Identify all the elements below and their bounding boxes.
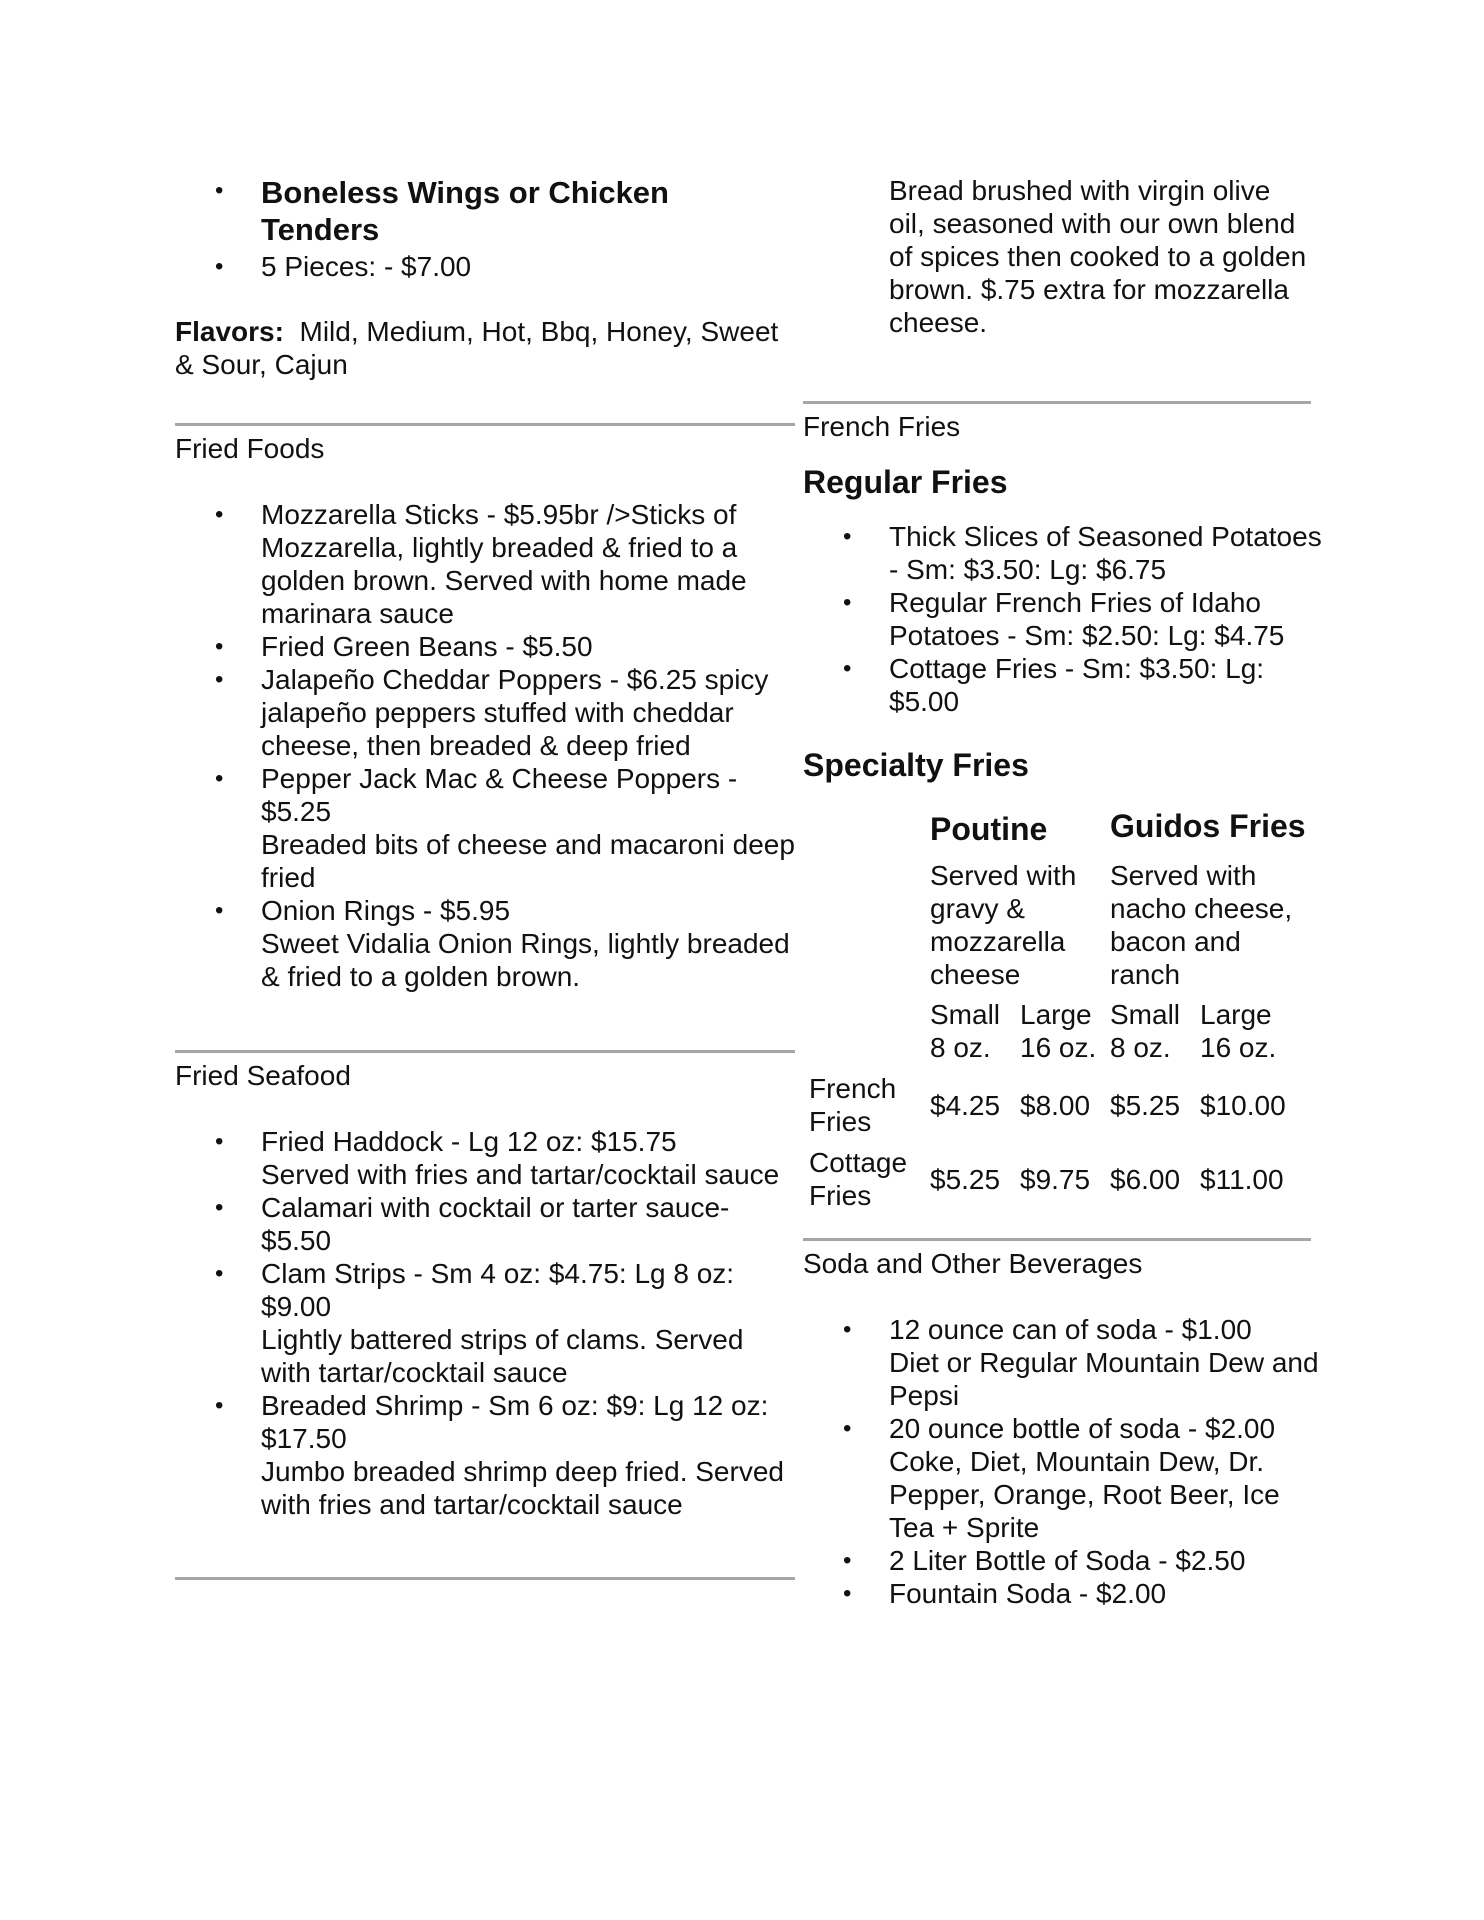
divider-5: [803, 1238, 1311, 1241]
table-size-row: [805, 991, 1310, 1064]
item-desc: Diet or Regular Mountain Dew and Pepsi: [889, 1347, 1319, 1411]
fried-seafood-title: Fried Seafood: [175, 1060, 351, 1091]
poutine-desc: Served with gravy & mozzarella cheese: [930, 860, 1077, 990]
item-desc: Sweet Vidalia Onion Rings, lightly breaded & fried to a golden brown.: [261, 928, 790, 992]
price-cell: $6.00: [1110, 1163, 1181, 1195]
wings-title: Boneless Wings or Chicken Tenders: [261, 175, 669, 247]
list-item: [889, 1313, 1323, 1412]
item-name: • 12 ounce can of soda - $1.00: [889, 1314, 1252, 1345]
item-name: Thick Slices of Seasoned Potatoes - Sm: $3.50: Lg: $6.75: [889, 521, 1322, 585]
right-column: [803, 174, 1323, 1610]
beverages-list: [803, 1313, 1323, 1610]
row-label: Cottage Fries: [809, 1147, 908, 1211]
flavors-line: [175, 315, 795, 381]
item-name: • Clam Strips - Sm 4 oz: $4.75: Lg 8 oz: $9.00: [261, 1258, 735, 1322]
list-item: [261, 1125, 795, 1191]
price-cell: $5.25: [1110, 1089, 1181, 1121]
guidos-title: Guidos Fries: [1110, 808, 1306, 844]
table-header-row: [805, 807, 1310, 851]
list-item: [261, 1191, 795, 1257]
list-item: [261, 630, 795, 663]
item-name: • Mozzarella Sticks - $5.95br />Sticks of Mozzarella, lightly breaded & fried to a golden brown. Served with home made marinara sauce: [261, 499, 747, 629]
item-desc: Coke, Diet, Mountain Dew, Dr. Pepper, Orange, Root Beer, Ice Tea + Sprite: [889, 1446, 1280, 1543]
blank-cell: [805, 851, 930, 991]
guidos-desc: Served with nacho cheese, bacon and ranch: [1110, 860, 1293, 990]
item-desc: Jumbo breaded shrimp deep fried. Served with fries and tartar/cocktail sauce: [261, 1456, 784, 1520]
price-cell: $11.00: [1200, 1163, 1284, 1195]
item-name: • Fountain Soda - $2.00: [889, 1578, 1167, 1609]
item-name: • Breaded Shrimp - Sm 6 oz: $9: Lg 12 oz: $17.50: [261, 1390, 769, 1454]
item-name: • Onion Rings - $5.95: [261, 895, 511, 926]
size-cell: Large 16 oz.: [1020, 999, 1097, 1063]
list-item: [889, 1577, 1323, 1610]
item-name: Cottage Fries - Sm: $3.50: Lg: $5.00: [889, 653, 1265, 717]
divider-3: [175, 1577, 795, 1580]
size-cell: Large 16 oz.: [1200, 999, 1277, 1063]
regular-fries-heading: Regular Fries: [803, 464, 1008, 500]
table-row: [805, 1064, 1310, 1138]
regular-fries-list: [803, 520, 1323, 718]
price-cell: $5.25: [930, 1163, 1001, 1195]
fried-foods-list: [175, 498, 795, 993]
row-label: French Fries: [809, 1073, 897, 1137]
list-item: [889, 520, 1323, 586]
list-item: [261, 1389, 795, 1521]
specialty-fries-table: [805, 807, 1310, 1212]
item-name: Regular French Fries of Idaho Potatoes - Sm: $2.50: Lg: $4.75: [889, 587, 1285, 651]
wings-price-item: [261, 250, 795, 283]
beverages-title: Soda and Other Beverages: [803, 1248, 1143, 1279]
flavors-label: Flavors:: [175, 316, 284, 347]
french-fries-title: French Fries: [803, 411, 961, 442]
fried-seafood-list: [175, 1125, 795, 1521]
size-cell: Small 8 oz.: [1110, 999, 1181, 1063]
table-row: [805, 1138, 1310, 1212]
blank-cell: [805, 991, 930, 1064]
divider-2: [175, 1050, 795, 1053]
wings-list: [175, 174, 795, 283]
divider-4: [803, 401, 1311, 404]
specialty-fries-heading: Specialty Fries: [803, 747, 1029, 783]
table-desc-row: [805, 851, 1310, 991]
divider-1: [175, 423, 795, 426]
item-name: • Fried Green Beans - $5.50: [261, 631, 593, 662]
wings-title-item: [261, 174, 795, 248]
list-item: [261, 663, 795, 762]
bread-description: Bread brushed with virgin olive oil, seasoned with our own blend of spices then cooked to a golden brown. $.75 extra for mozzarella cheese.: [889, 175, 1307, 338]
blank-cell: [805, 807, 930, 851]
list-item: [889, 1412, 1323, 1544]
flavors-text: Mild, Medium, Hot, Bbq, Honey, Sweet & Sour, Cajun: [175, 316, 779, 380]
fried-foods-title: Fried Foods: [175, 433, 325, 464]
list-item: [889, 1544, 1323, 1577]
price-cell: $10.00: [1200, 1089, 1286, 1121]
poutine-title: Poutine: [930, 811, 1048, 847]
list-item: [889, 652, 1323, 718]
size-cell: Small 8 oz.: [930, 999, 1001, 1063]
left-column: [175, 174, 795, 1580]
wings-price: 5 Pieces: - $7.00: [261, 251, 472, 282]
item-name: • 20 ounce bottle of soda - $2.00: [889, 1413, 1276, 1444]
item-name: • Pepper Jack Mac & Cheese Poppers - $5.25: [261, 763, 738, 827]
item-desc: Lightly battered strips of clams. Served with tartar/cocktail sauce: [261, 1324, 744, 1388]
list-item: [261, 762, 795, 894]
item-desc: Served with fries and tartar/cocktail sauce: [261, 1159, 780, 1190]
item-name: • Fried Haddock - Lg 12 oz: $15.75: [261, 1126, 677, 1157]
price-cell: $8.00: [1020, 1089, 1091, 1121]
item-name: • Calamari with cocktail or tarter sauce- $5.50: [261, 1192, 730, 1256]
price-cell: $4.25: [930, 1089, 1001, 1121]
list-item: [261, 1257, 795, 1389]
item-name: • 2 Liter Bottle of Soda - $2.50: [889, 1545, 1246, 1576]
item-name: • Jalapeño Cheddar Poppers - $6.25 spicy jalapeño peppers stuffed with cheddar cheese, then breaded & deep fried: [261, 664, 769, 761]
item-desc: Breaded bits of cheese and macaroni deep fried: [261, 829, 795, 893]
price-cell: $9.75: [1020, 1163, 1091, 1195]
list-item: [261, 894, 795, 993]
list-item: [889, 586, 1323, 652]
list-item: [261, 498, 795, 630]
